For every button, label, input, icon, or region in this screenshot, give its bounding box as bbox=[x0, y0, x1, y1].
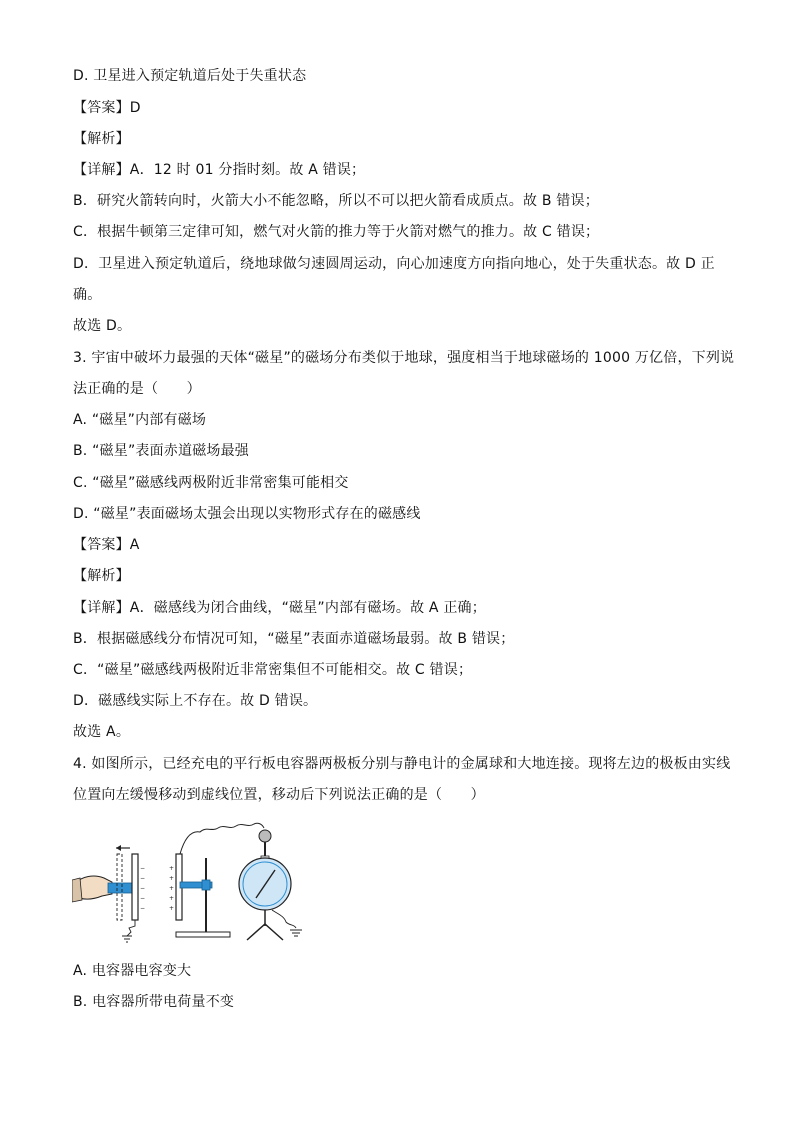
ground-icon bbox=[122, 920, 135, 942]
q2-detail-d-line1: D．卫星进入预定轨道后，绕地球做匀速圆周运动，向心加速度方向指向地心，处于失重状态。故 D 正 bbox=[73, 256, 715, 272]
minus-sign: − bbox=[140, 865, 146, 872]
plus-sign: + bbox=[169, 865, 175, 872]
q4-stem-line1: 4. 如图所示，已经充电的平行板电容器两极板分别与静电计的金属球和大地连接。现将左边的极板由实线 bbox=[73, 756, 731, 772]
q3-detail-c: C．“磁星”磁感线两极附近非常密集但不可能相交。故 C 错误； bbox=[73, 662, 473, 678]
minus-sign: − bbox=[140, 895, 146, 902]
q4-option-a: A. 电容器电容变大 bbox=[73, 963, 192, 979]
q2-detail-c: C．根据牛顿第三定律可知，燃气对火箭的推力等于火箭对燃气的推力。故 C 错误； bbox=[73, 224, 600, 240]
q2-conclusion: 故选 D。 bbox=[73, 318, 132, 334]
minus-sign: − bbox=[140, 885, 146, 892]
q3-analysis-heading: 【解析】 bbox=[73, 568, 130, 584]
capacitor-electroscope-figure bbox=[72, 818, 306, 946]
q3-detail-a: 【详解】A．磁感线为闭合曲线，“磁星”内部有磁场。故 A 正确； bbox=[73, 600, 486, 616]
q3-option-b: B. “磁星”表面赤道磁场最强 bbox=[73, 443, 250, 459]
q2-detail-d-line2: 确。 bbox=[73, 287, 102, 303]
q3-answer: 【答案】A bbox=[73, 537, 140, 553]
plus-sign: + bbox=[169, 885, 175, 892]
q4-stem-line2: 位置向左缓慢移动到虚线位置，移动后下列说法正确的是（ ） bbox=[73, 787, 485, 803]
q3-option-c: C. “磁星”磁感线两极附近非常密集可能相交 bbox=[73, 475, 349, 491]
q2-detail-a: 【详解】A．12 时 01 分指时刻。故 A 错误； bbox=[73, 162, 366, 178]
q2-analysis-heading: 【解析】 bbox=[73, 131, 130, 147]
q3-option-d: D. “磁星”表面磁场太强会出现以实物形式存在的磁感线 bbox=[73, 506, 421, 522]
q3-stem-line1: 3. 宇宙中破坏力最强的天体“磁星”的磁场分布类似于地球，强度相当于地球磁场的 1000 万亿倍，下列说 bbox=[73, 350, 735, 366]
minus-sign: − bbox=[140, 875, 146, 882]
plus-sign: + bbox=[169, 875, 175, 882]
plus-sign: + bbox=[169, 895, 175, 902]
support-stand bbox=[176, 858, 230, 937]
q3-detail-d: D．磁感线实际上不存在。故 D 错误。 bbox=[73, 693, 318, 709]
left-plate bbox=[132, 854, 138, 920]
connecting-wire bbox=[180, 823, 264, 854]
q4-option-b: B. 电容器所带电荷量不变 bbox=[73, 994, 235, 1010]
q2-detail-b: B．研究火箭转向时，火箭大小不能忽略，所以不可以把火箭看成质点。故 B 错误； bbox=[73, 193, 599, 209]
q3-detail-b: B．根据磁感线分布情况可知，“磁星”表面赤道磁场最弱。故 B 错误； bbox=[73, 631, 515, 647]
plus-sign: + bbox=[169, 905, 175, 912]
q2-answer: 【答案】D bbox=[73, 100, 141, 116]
hand-illustration bbox=[72, 876, 112, 902]
minus-sign: − bbox=[140, 905, 146, 912]
left-arrow-icon bbox=[116, 845, 130, 851]
q3-conclusion: 故选 A。 bbox=[73, 724, 131, 740]
metal-ball bbox=[259, 830, 271, 842]
q3-stem-line2: 法正确的是（ ） bbox=[73, 381, 201, 397]
electroscope bbox=[239, 830, 302, 940]
q2-option-d: D. 卫星进入预定轨道后处于失重状态 bbox=[73, 68, 307, 84]
q3-option-a: A. “磁星”内部有磁场 bbox=[73, 412, 207, 428]
